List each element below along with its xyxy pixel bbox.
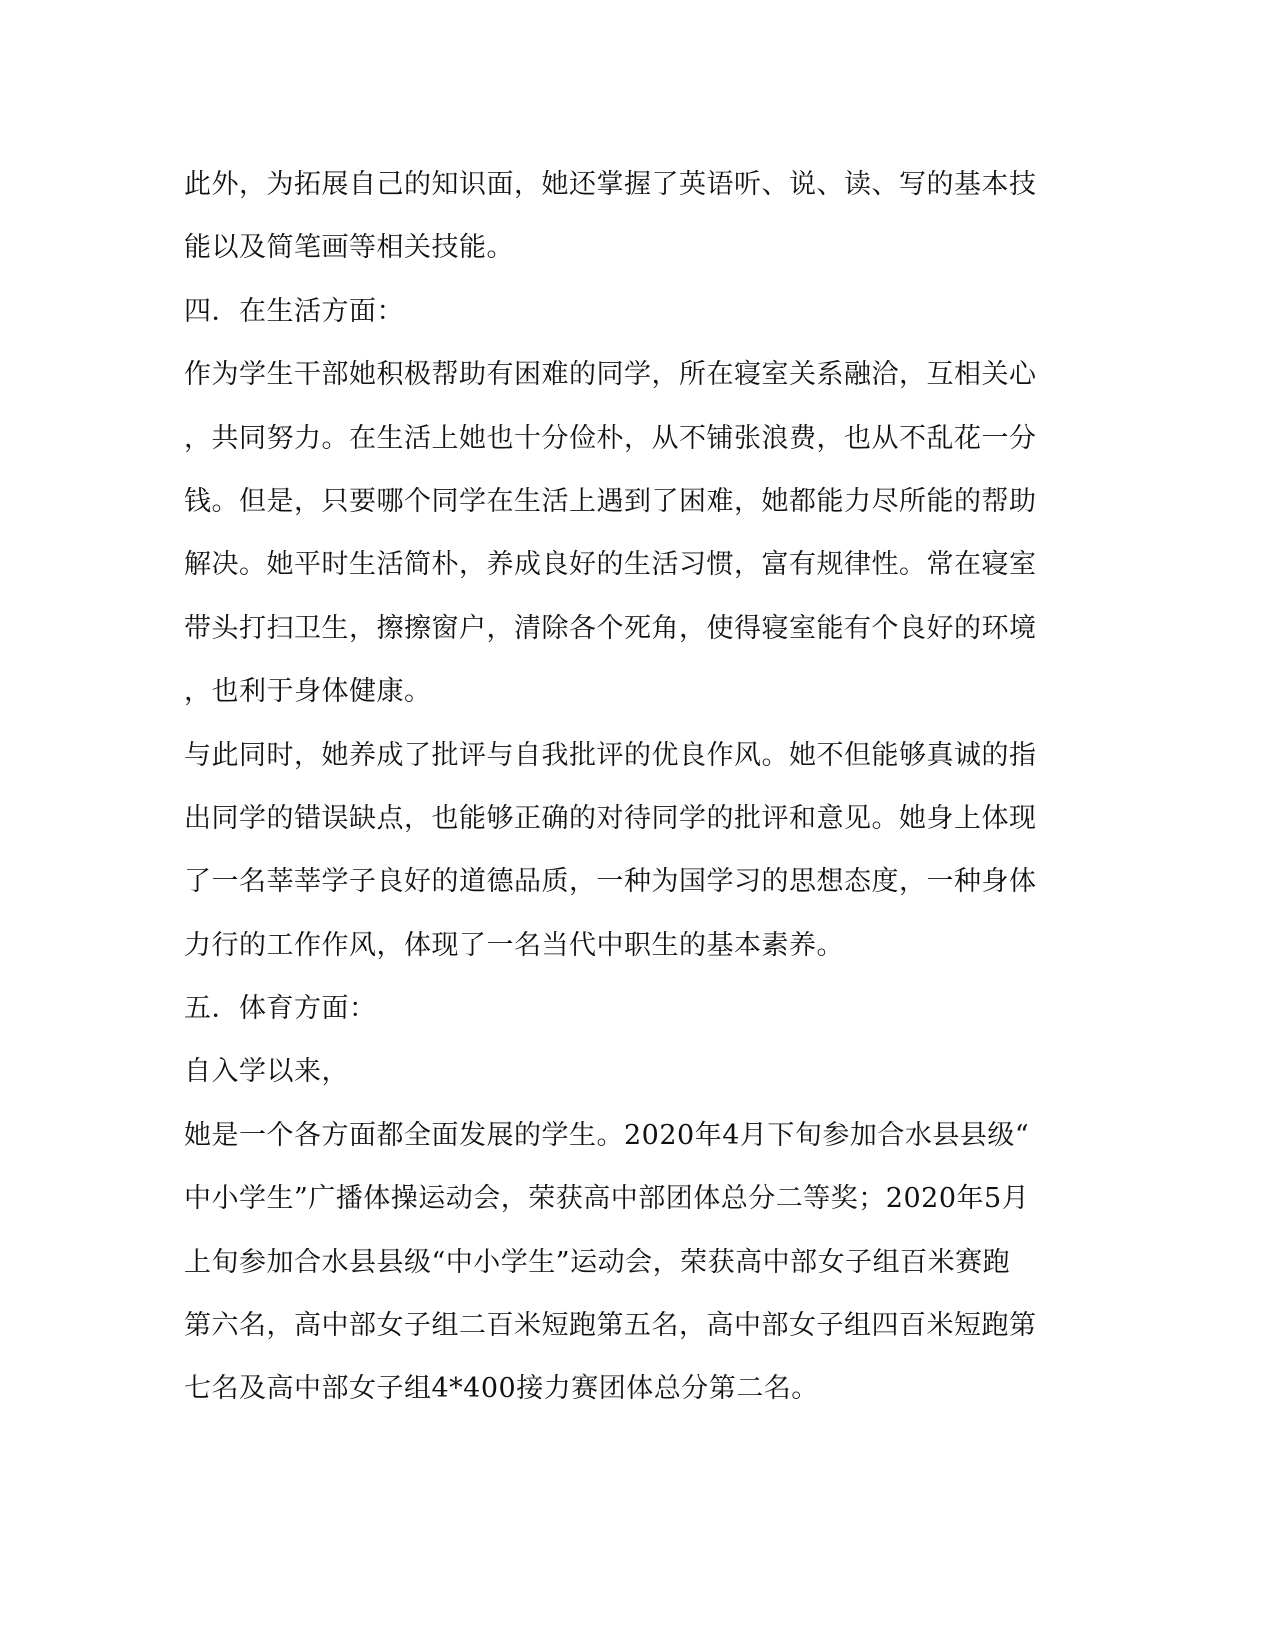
text-line-04: 作为学生干部她积极帮助有困难的同学，所在寝室关系融洽，互相关心 (184, 359, 1037, 391)
text-line-20: 七名及高中部女子组4*400接力赛团体总分第二名。 (184, 1373, 819, 1405)
text-line-16: 她是一个各方面都全面发展的学生。2020年4月下旬参加合水县县级“ (184, 1119, 1030, 1151)
text-line-13: 力行的工作作风，体现了一名当代中职生的基本素养。 (184, 929, 844, 961)
text-line-17: 中小学生”广播体操运动会，荣获高中部团体总分二等奖；2020年5月 (184, 1183, 1030, 1215)
section-heading-life: 四．在生活方面： (184, 295, 404, 327)
text-line-08: 带头打扫卫生，擦擦窗户，清除各个死角，使得寝室能有个良好的环境 (184, 612, 1037, 644)
text-line-06: 钱。但是，只要哪个同学在生活上遇到了困难，她都能力尽所能的帮助 (184, 485, 1037, 517)
section-heading-sports: 五．体育方面： (184, 993, 377, 1025)
text-line-09: ，也利于身体健康。 (184, 676, 432, 708)
text-line-07: 解决。她平时生活简朴，养成良好的生活习惯，富有规律性。常在寝室 (184, 549, 1037, 581)
text-line-15: 自入学以来， (184, 1056, 349, 1088)
text-line-19: 第六名，高中部女子组二百米短跑第五名，高中部女子组四百米短跑第 (184, 1310, 1037, 1342)
text-line-11: 出同学的错误缺点，也能够正确的对待同学的批评和意见。她身上体现 (184, 802, 1037, 834)
document-body (184, 153, 1084, 1421)
text-line-05: ，共同努力。在生活上她也十分俭朴，从不铺张浪费，也从不乱花一分 (184, 422, 1037, 454)
text-line-10: 与此同时，她养成了批评与自我批评的优良作风。她不但能够真诚的指 (184, 739, 1037, 771)
text-line-12: 了一名莘莘学子良好的道德品质，一种为国学习的思想态度，一种身体 (184, 866, 1037, 898)
text-line-02: 能以及简笔画等相关技能。 (184, 232, 514, 264)
text-line-18: 上旬参加合水县县级“中小学生”运动会，荣获高中部女子组百米赛跑 (184, 1246, 1011, 1278)
text-line-01: 此外，为拓展自己的知识面，她还掌握了英语听、说、读、写的基本技 (184, 169, 1037, 200)
